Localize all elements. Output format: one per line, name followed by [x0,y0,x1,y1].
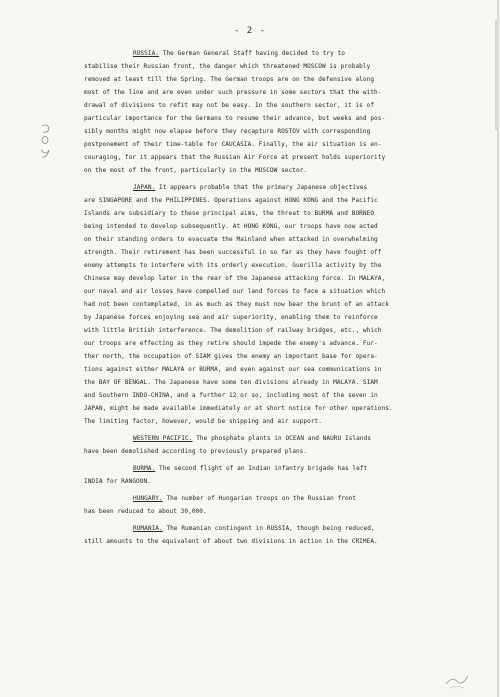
text-line: Chinese may develop later in the rear of the Japanese attacking force. In MALAYA, [84,275,386,282]
text-line: on the most of the front, particularly in the MOSCOW sector. [84,167,308,174]
text-line: tions against either MALAYA or BURMA, and even against our sea communications in [84,366,382,373]
text-line: with little British interference. The demolition of railway bridges, etc., which [84,327,382,334]
text-line: had not been contemplated, in as much as they must now bear the brunt of an attack [84,301,389,308]
heading-japan: JAPAN. [133,184,156,191]
paragraph-hungary-line-1: HUNGARY. The number of Hungarian troops on the Russian front [133,495,357,502]
text-line: being intended to develop subsequently. At HONG KONG, our troops have now acted [84,223,378,230]
paragraph-rumania-line-1: RUMANIA. The Rumanian contingent in RUSSIA, though being reduced, [133,525,375,532]
text-line: our naval and air losses have compelled our land forces to face a situation which [84,288,386,295]
text-line: sibly months might now elapse before they recapture ROSTOV with corresponding [84,128,371,135]
pencil-scribble-icon [444,672,470,690]
text-line: most of the line and are even under such pressure in some sectors that the with- [84,89,382,96]
text-line: has been reduced to about 30,000. [84,508,207,515]
text-line: the BAY OF BENGAL. The Japanese have some ten divisions already in MALAYA. SIAM [84,379,378,386]
paragraph-japan-line-1: JAPAN. It appears probable that the primary Japanese objectives [133,184,368,191]
text-line: particular importance for the Germans to resume their advance, but weeks and pos- [84,115,386,122]
text-line: are SINGAPORE and the PHILIPPINES. Operations against HONG KONG and the Pacific [84,197,378,204]
heading-western-pacific: WESTERN PACIFIC. [133,435,193,442]
paragraph-russia-line-1: RUSSIA. The German General Staff having decided to try to [133,50,345,57]
text-line: ther north, the occupation of SIAM gives the enemy an important base for opera- [84,353,378,360]
text-line: have been demolished according to previously prepared plans. [84,448,308,455]
text-line: by Japanese forces enjoying sea and air superiority, enabling them to reinforce [84,314,378,321]
page-number: - 2 - [233,26,267,36]
paragraph-western-pacific-line-1: WESTERN PACIFIC. The phosphate plants in OCEAN and NAURU Islands [133,435,371,442]
text-line: stabilise their Russian front, the danger which threatened MOSCOW is probably [84,63,371,70]
text-line: and Southern INDO-CHINA, and a further 12 or so, including most of the seven in [84,392,378,399]
page-edge-shadow-icon [490,0,500,697]
margin-pencil-mark-icon [38,122,52,162]
text-line: Islands are subsidiary to these principal aims, the threat to BURMA and BORNEO [84,210,375,217]
text-line: still amounts to the equivalent of about two divisions in action in the CRIMEA. [84,538,378,545]
text-line: removed at least till the Spring. The German troops are on the defensive along [84,76,375,83]
text-line: couraging, for it appears that the Russian Air Force at present holds superiority [84,154,386,161]
text-line: strength. Their retirement has been successful in so far as they have fought off [84,249,382,256]
heading-rumania: RUMANIA. [133,525,163,532]
text-line: our troops are effecting as they retire should impede the enemy's advance. Fur- [84,340,378,347]
heading-hungary: HUNGARY. [133,495,163,502]
text-line: enemy attempts to interfere with its orderly execution. Guerilla activity by the [84,262,382,269]
text-line: INDIA for RANGOON. [84,478,151,485]
paragraph-burma-line-1: BURMA. The second flight of an Indian infantry brigade has left [133,465,368,472]
text-line: postponement of their time-table for CAUCASIA. Finally, the air situation is en- [84,141,382,148]
text-line: The limiting factor, however, would be shipping and air support. [84,418,322,425]
heading-russia: RUSSIA. [133,50,160,57]
text-line: on their standing orders to evacuate the Mainland when attacked in overwhelming [84,236,378,243]
text-line: JAPAN, might be made available immediately or at short notice for other operations. [84,405,393,412]
text-line: drawal of divisions to refit may not be easy. In the southern sector, it is of [84,102,375,109]
heading-burma: BURMA. [133,465,156,472]
